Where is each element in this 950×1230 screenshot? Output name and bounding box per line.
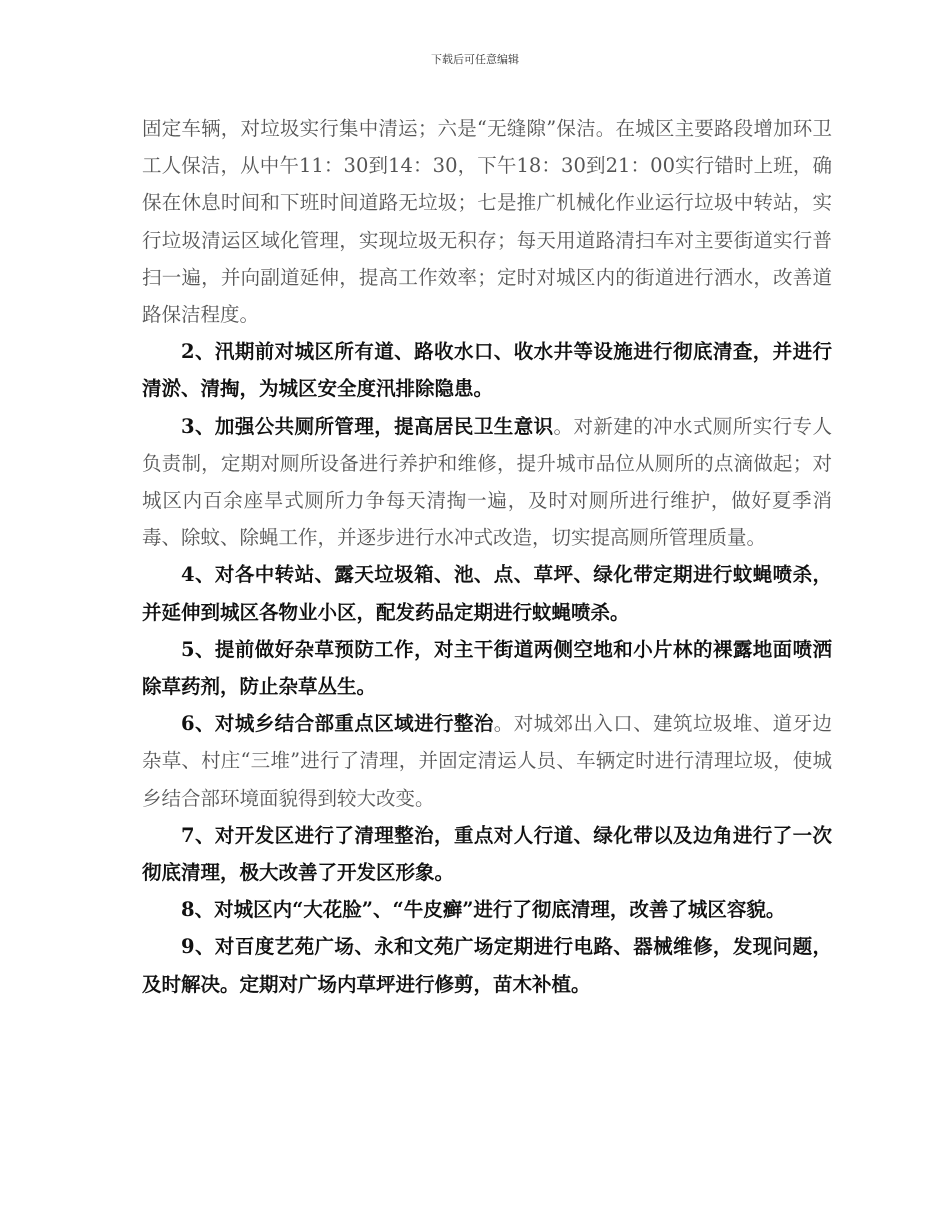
paragraph-5 bbox=[142, 631, 832, 705]
paragraph-lead: 8、对城区内“大花脸”、“牛皮癣”进行了彻底清理，改善了城区容貌。 bbox=[181, 898, 786, 922]
paragraph-text: 。对新建的冲水式厕所实行专人负责制，定期对厕所设备进行养护和维修，提升城市品位从厕所的点滴做起；对城区内百余座旱式厕所力争每天清掏一遍，及时对厕所进行维护，做好夏季消毒、除蚊、除蝇工作，并逐步进行水冲式改造，切实提高厕所管理质量。 bbox=[142, 414, 832, 550]
paragraph-6 bbox=[142, 705, 832, 817]
page-header: 下载后可任意编辑 bbox=[431, 53, 519, 66]
paragraph-9 bbox=[142, 928, 832, 1002]
paragraph-4 bbox=[142, 556, 832, 630]
paragraph-text: 固定车辆，对垃圾实行集中清运；六是“无缝隙”保洁。在城区主要路段增加环卫工人保洁，从中午11：30到14：30，下午18：30到21：00实行错时上班，确保在休息时间和下班时间道路无垃圾；七是推广机械化作业运行垃圾中转站，实行垃圾清运区域化管理，实现垃圾无积存；每天用道路清扫车对主要街道实行普扫一遍，并向副道延伸，提高工作效率；定时对城区内的街道进行洒水，改善道路保洁程度。 bbox=[142, 117, 832, 327]
paragraph-8 bbox=[142, 891, 832, 928]
paragraph-text: 。对城郊出入口、建筑垃圾堆、道牙边杂草、村庄“三堆”进行了清理，并固定清运人员、车辆定时进行清理垃圾，使城乡结合部环境面貌得到较大改变。 bbox=[142, 712, 832, 810]
paragraph-1 bbox=[142, 110, 832, 333]
paragraph-lead: 4、对各中转站、露天垃圾箱、池、点、草坪、绿化带定期进行蚊蝇喷杀，并延伸到城区各物业小区，配发药品定期进行蚊蝇喷杀。 bbox=[142, 563, 832, 624]
document-body bbox=[142, 110, 832, 1003]
paragraph-lead: 6、对城乡结合部重点区域进行整治 bbox=[181, 712, 494, 736]
paragraph-lead: 9、对百度艺苑广场、永和文苑广场定期进行电路、器械维修，发现问题，及时解决。定期对广场内草坪进行修剪，苗木补植。 bbox=[142, 935, 832, 996]
paragraph-lead: 5、提前做好杂草预防工作，对主干街道两侧空地和小片林的裸露地面喷洒除草药剂，防止杂草丛生。 bbox=[142, 637, 832, 699]
paragraph-lead: 7、对开发区进行了清理整治，重点对人行道、绿化带以及边角进行了一次彻底清理，极大改善了开发区形象。 bbox=[142, 823, 832, 885]
paragraph-7 bbox=[142, 817, 832, 891]
paragraph-3 bbox=[142, 408, 832, 557]
paragraph-2 bbox=[142, 333, 832, 407]
paragraph-lead: 2、汛期前对城区所有道、路收水口、收水井等设施进行彻底清查，并进行清淤、清掏，为城区安全度汛排除隐患。 bbox=[142, 340, 832, 401]
paragraph-lead: 3、加强公共厕所管理，提高居民卫生意识 bbox=[181, 414, 554, 438]
